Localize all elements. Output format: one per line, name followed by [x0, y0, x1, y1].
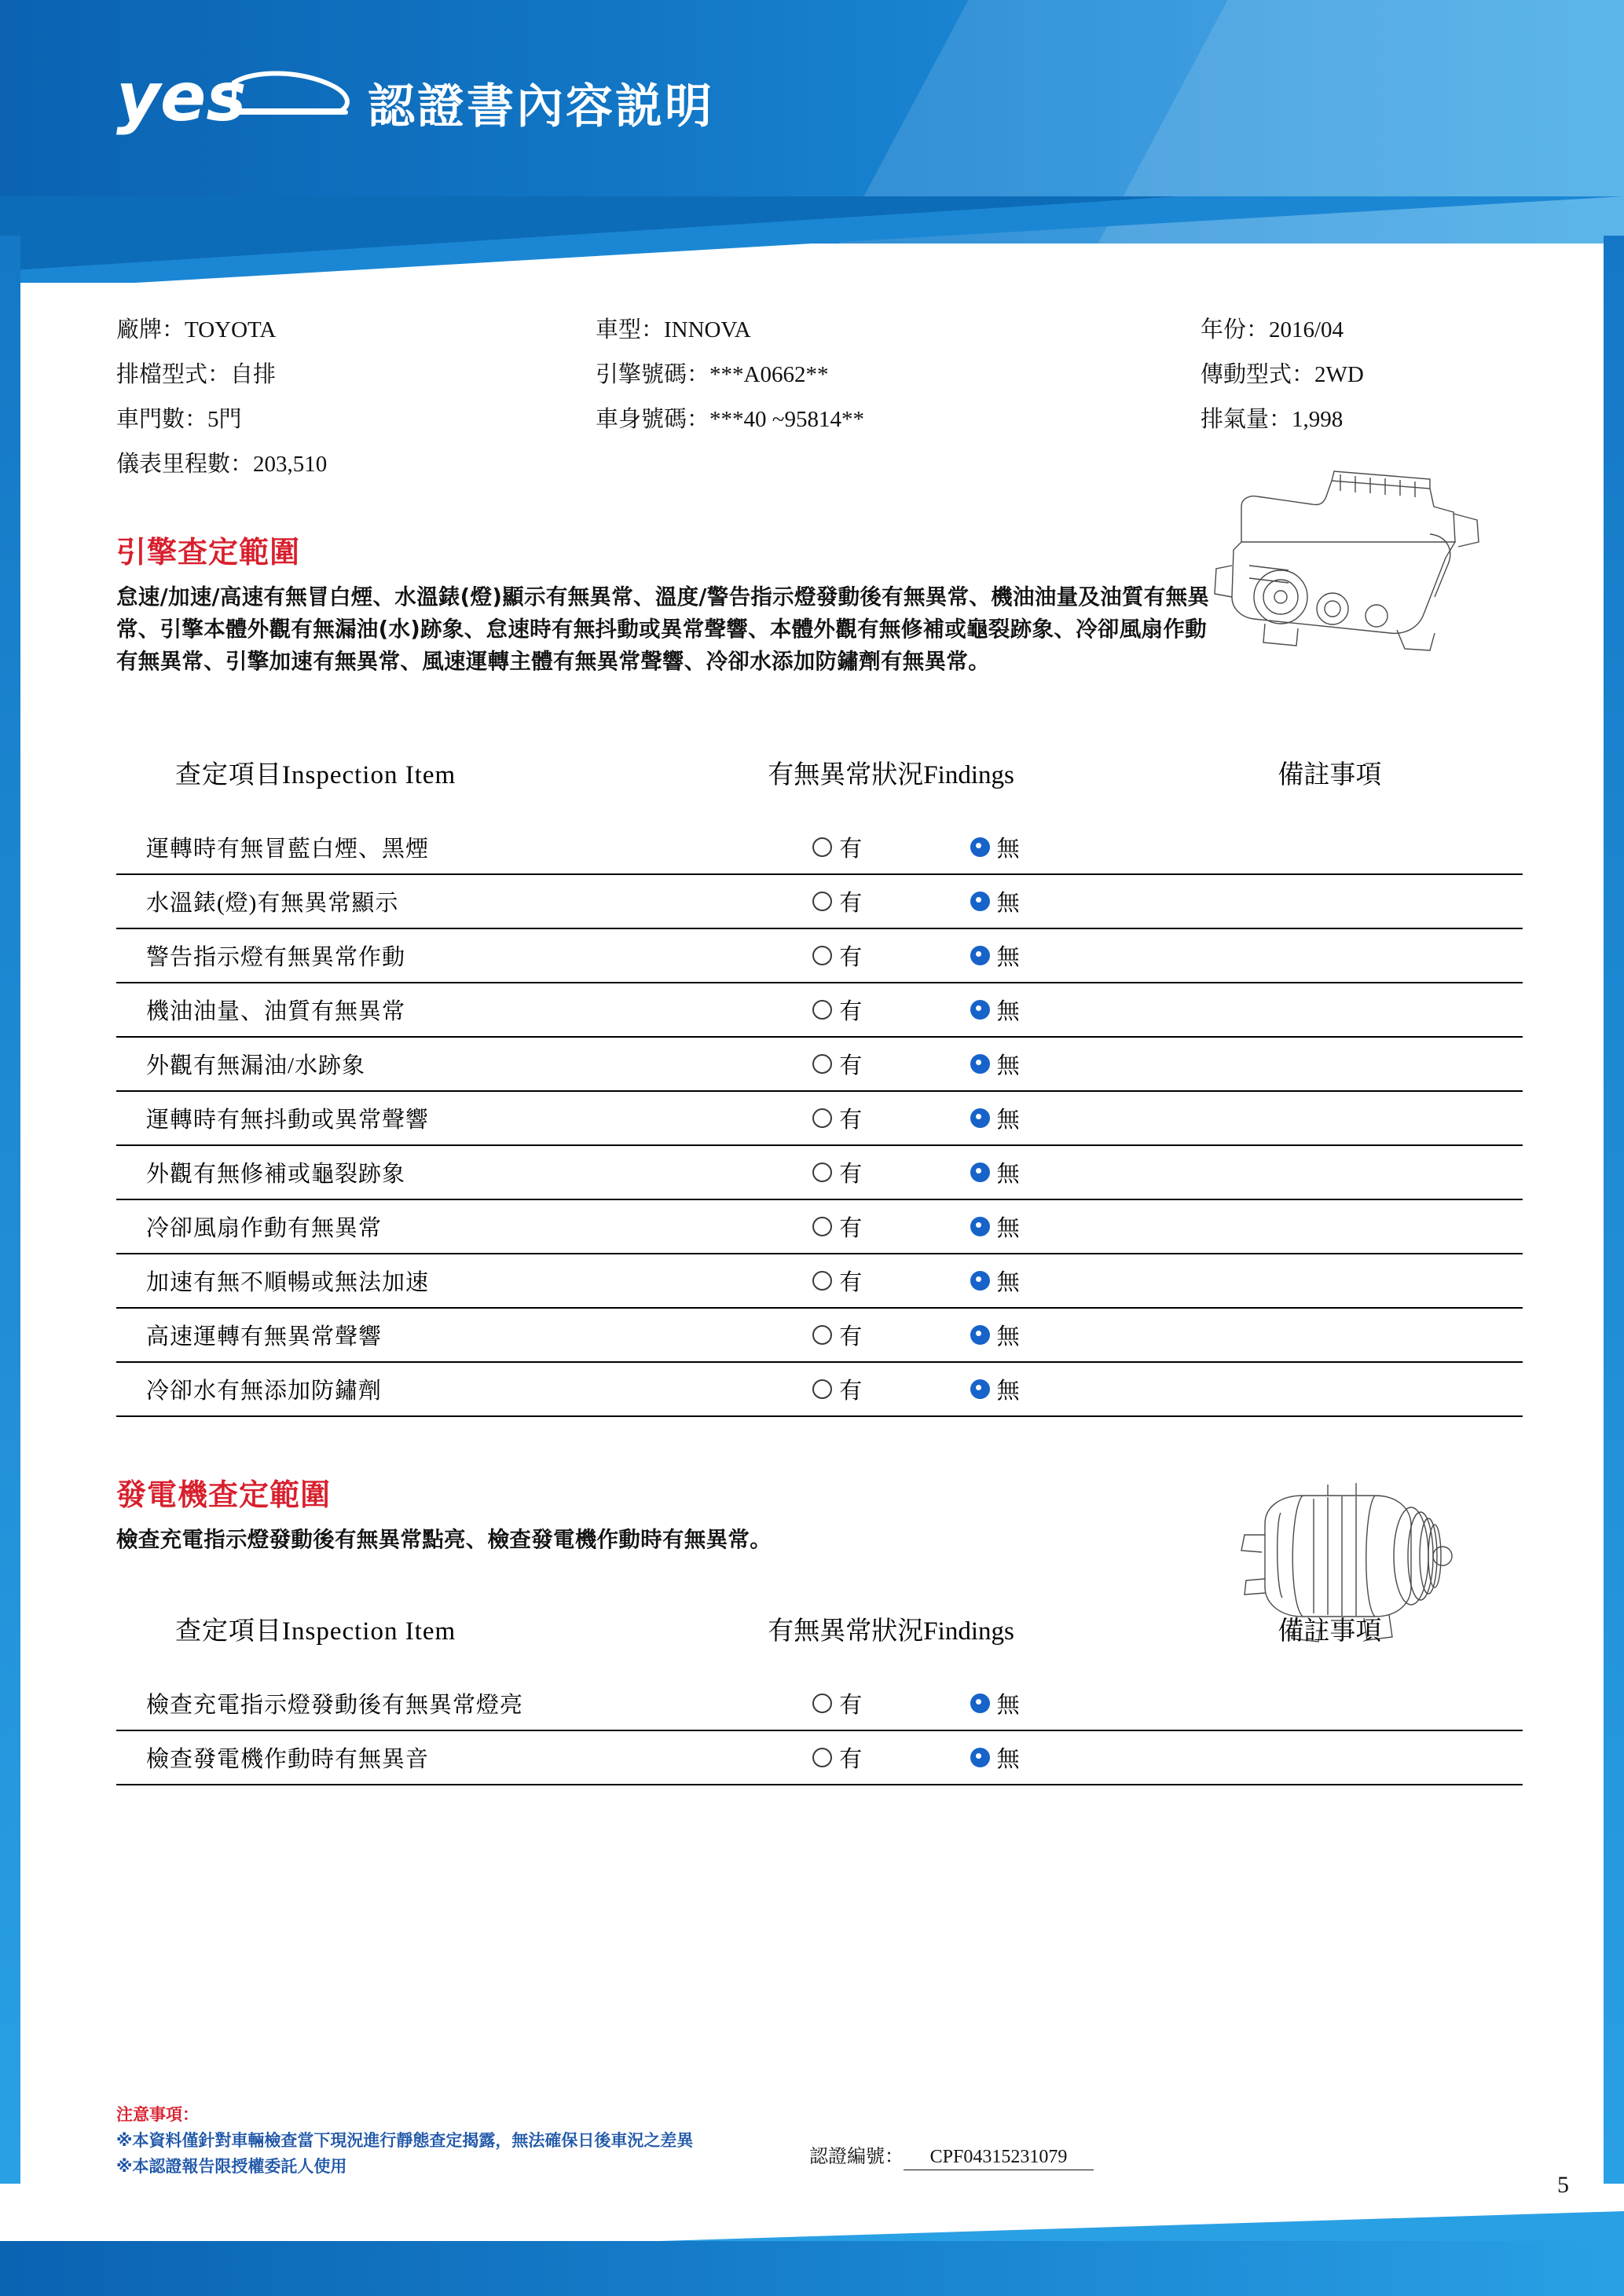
radio-option-yes[interactable]: [812, 1265, 862, 1297]
row-label: 高速運轉有無異常聲響: [116, 1308, 730, 1362]
radio-option-no[interactable]: [970, 1102, 1020, 1134]
row-label: 外觀有無漏油/水跡象: [116, 1037, 730, 1091]
radio-label-no: 無: [996, 891, 1020, 916]
radio-label-no: 無: [996, 1216, 1020, 1241]
spec-drivetrain: 傳動型式：2WD: [1201, 362, 1364, 387]
right-rail: [1604, 236, 1624, 2184]
section-1-title: 引擎查定範圍: [116, 535, 301, 569]
row-label: 冷卻風扇作動有無異常: [116, 1199, 730, 1254]
row-note: [1223, 1091, 1523, 1145]
spec-column-2: [596, 308, 864, 442]
spec-year: 年份：2016/04: [1201, 317, 1344, 342]
row-note: [1223, 983, 1523, 1037]
radio-label-yes: 有: [839, 1270, 863, 1295]
row-findings[interactable]: [730, 1254, 1223, 1308]
radio-option-no[interactable]: [970, 885, 1020, 917]
table-row: [116, 1037, 1523, 1091]
section-1-description: 怠速/加速/高速有無冒白煙、水溫錶(燈)顯示有無異常、溫度/警告指示燈發動後有無異常、機油油量及油質有無異常、引擎本體外觀有無漏油(水)跡象、怠速時有無抖動或異常聲響、本體外觀有無修補或龜裂跡象、冷卻風扇作動有無異常、引擎加速有無異常、風速運轉主體有無異常聲響、冷卻水添加防鏽劑有無異常。: [116, 584, 1210, 674]
radio-option-yes[interactable]: [812, 1687, 862, 1719]
radio-icon-selected[interactable]: [970, 1694, 990, 1713]
radio-label-yes: 有: [839, 1379, 863, 1404]
radio-option-yes[interactable]: [812, 1102, 862, 1134]
radio-icon[interactable]: [812, 892, 832, 911]
header-wedge-dark: [0, 196, 1179, 271]
table-header-row: [116, 754, 1523, 791]
table-row: [116, 821, 1523, 874]
row-findings[interactable]: [730, 928, 1223, 983]
row-note: [1223, 1254, 1523, 1308]
table-row: [116, 1199, 1523, 1254]
table-row: [116, 983, 1523, 1037]
radio-option-no[interactable]: [970, 1687, 1020, 1719]
column-header-note: 備註事項: [1278, 1617, 1382, 1646]
radio-option-no[interactable]: [970, 1265, 1020, 1297]
row-note: [1223, 1362, 1523, 1416]
radio-option-yes[interactable]: [812, 885, 862, 917]
radio-option-no[interactable]: [970, 1373, 1020, 1405]
spec-mileage: 儀表里程數：203,510: [116, 452, 328, 477]
spec-transmission: 排檔型式：自排: [116, 362, 277, 387]
row-findings[interactable]: [730, 1308, 1223, 1362]
radio-option-yes[interactable]: [812, 994, 862, 1026]
row-findings[interactable]: [730, 1199, 1223, 1254]
radio-option-yes[interactable]: [812, 1156, 862, 1188]
svg-text:yes: yes: [116, 59, 247, 137]
spec-engine-number: 引擎號碼：***A0662**: [596, 362, 829, 387]
page-footer: [0, 2211, 1624, 2296]
certificate-label: 認證編號：: [809, 2147, 904, 2167]
footer-bar: [0, 2241, 1624, 2296]
radio-icon-selected[interactable]: [970, 1108, 990, 1128]
radio-label-yes: 有: [839, 1324, 863, 1349]
radio-label-no: 無: [996, 1108, 1020, 1133]
row-findings[interactable]: [730, 1091, 1223, 1145]
row-label: 水溫錶(燈)有無異常顯示: [116, 874, 730, 928]
page-number: 5: [1557, 2172, 1569, 2198]
radio-icon[interactable]: [812, 1694, 832, 1713]
radio-label-yes: 有: [839, 891, 863, 916]
radio-icon-selected[interactable]: [970, 892, 990, 911]
radio-option-no[interactable]: [970, 1156, 1020, 1188]
radio-option-no[interactable]: [970, 1741, 1020, 1774]
radio-icon-selected[interactable]: [970, 1000, 990, 1020]
radio-icon[interactable]: [812, 946, 832, 965]
radio-label-no: 無: [996, 837, 1020, 862]
radio-icon[interactable]: [812, 1325, 832, 1345]
radio-label-no: 無: [996, 1324, 1020, 1349]
radio-icon[interactable]: [812, 1748, 832, 1767]
radio-icon-selected[interactable]: [970, 1054, 990, 1074]
radio-label-yes: 有: [839, 1162, 863, 1187]
certificate-number: CPF04315231079: [904, 2147, 1094, 2170]
alternator-inspection-table: [116, 1610, 1523, 1785]
row-findings[interactable]: [730, 983, 1223, 1037]
radio-icon[interactable]: [812, 837, 832, 857]
row-note: [1223, 821, 1523, 874]
radio-option-yes[interactable]: [812, 1373, 862, 1405]
note-line-1: ※本資料僅針對車輛檢查當下現況進行靜態查定揭露，無法確保日後車況之差異: [116, 2131, 694, 2150]
radio-icon[interactable]: [812, 1000, 832, 1020]
radio-label-no: 無: [996, 1379, 1020, 1404]
radio-option-yes[interactable]: [812, 1319, 862, 1351]
radio-icon-selected[interactable]: [970, 1748, 990, 1767]
radio-label-no: 無: [996, 1693, 1020, 1718]
row-findings[interactable]: [730, 1145, 1223, 1199]
row-note: [1223, 874, 1523, 928]
radio-icon-selected[interactable]: [970, 1325, 990, 1345]
spec-column-1: [116, 308, 327, 487]
radio-option-no[interactable]: [970, 1048, 1020, 1080]
table-row: [116, 1091, 1523, 1145]
notes-heading: 注意事項：: [116, 2105, 199, 2124]
section-2-title: 發電機查定範圍: [116, 1478, 332, 1512]
radio-label-no: 無: [996, 1270, 1020, 1295]
radio-option-no[interactable]: [970, 1210, 1020, 1243]
left-rail: [0, 236, 20, 2184]
table-row: [116, 1730, 1523, 1785]
row-label: 運轉時有無冒藍白煙、黑煙: [116, 821, 730, 874]
table-header-row: [116, 1610, 1523, 1647]
row-note: [1223, 1677, 1523, 1730]
spec-column-3: [1201, 308, 1364, 442]
note-line-2: ※本認證報告限授權委託人使用: [116, 2157, 347, 2176]
radio-icon-selected[interactable]: [970, 1271, 990, 1291]
column-header-findings: 有無異常狀況Findings: [768, 1617, 1014, 1646]
column-header-item: 查定項目Inspection Item: [175, 761, 456, 789]
radio-label-yes: 有: [839, 837, 863, 862]
radio-option-yes[interactable]: [812, 939, 862, 972]
spec-displacement: 排氣量：1,998: [1201, 407, 1344, 432]
table-row: [116, 1308, 1523, 1362]
radio-label-yes: 有: [839, 1747, 863, 1772]
row-note: [1223, 1199, 1523, 1254]
radio-option-no[interactable]: [970, 994, 1020, 1026]
row-note: [1223, 1145, 1523, 1199]
table-row: [116, 928, 1523, 983]
spec-brand: 廠牌：TOYOTA: [116, 317, 277, 342]
row-note: [1223, 1037, 1523, 1091]
spec-model: 車型：INNOVA: [596, 317, 751, 342]
row-note: [1223, 1730, 1523, 1785]
radio-icon-selected[interactable]: [970, 837, 990, 857]
spec-vin: 車身號碼：***40 ~95814**: [596, 407, 864, 432]
radio-option-yes[interactable]: [812, 1048, 862, 1080]
radio-icon-selected[interactable]: [970, 1163, 990, 1182]
radio-option-no[interactable]: [970, 831, 1020, 863]
radio-icon[interactable]: [812, 1054, 832, 1074]
row-label: 加速有無不順暢或無法加速: [116, 1254, 730, 1308]
section-2-description: 檢查充電指示燈發動後有無異常點亮、檢查發電機作動時有無異常。: [116, 1527, 772, 1552]
radio-icon[interactable]: [812, 1163, 832, 1182]
radio-label-no: 無: [996, 999, 1020, 1024]
table-row: [116, 1677, 1523, 1730]
row-label: 檢查充電指示燈發動後有無異常燈亮: [116, 1677, 730, 1730]
page-title: 認證書內容説明: [368, 79, 714, 134]
radio-option-no[interactable]: [970, 1319, 1020, 1351]
row-note: [1223, 928, 1523, 983]
row-findings[interactable]: [730, 874, 1223, 928]
row-label: 機油油量、油質有無異常: [116, 983, 730, 1037]
radio-label-no: 無: [996, 1053, 1020, 1078]
engine-illustration: [1194, 448, 1501, 676]
page-header: [0, 0, 1624, 283]
table-row: [116, 1254, 1523, 1308]
radio-icon[interactable]: [812, 1108, 832, 1128]
radio-option-yes[interactable]: [812, 1210, 862, 1243]
notes-block: [116, 2102, 693, 2180]
row-findings[interactable]: [730, 821, 1223, 874]
radio-icon-selected[interactable]: [970, 946, 990, 965]
radio-label-no: 無: [996, 945, 1020, 970]
radio-icon[interactable]: [812, 1217, 832, 1236]
row-findings[interactable]: [730, 1677, 1223, 1730]
engine-inspection-table: [116, 754, 1523, 1417]
certificate-line: [809, 2140, 1094, 2170]
row-label: 檢查發電機作動時有無異音: [116, 1730, 730, 1785]
radio-icon-selected[interactable]: [970, 1379, 990, 1399]
table-row: [116, 1145, 1523, 1199]
radio-label-yes: 有: [839, 1053, 863, 1078]
radio-label-yes: 有: [839, 1108, 863, 1133]
radio-label-yes: 有: [839, 945, 863, 970]
radio-label-yes: 有: [839, 1216, 863, 1241]
column-header-findings: 有無異常狀況Findings: [768, 761, 1014, 789]
yes-logo: [116, 59, 376, 145]
column-header-item: 查定項目Inspection Item: [175, 1617, 456, 1646]
radio-option-yes[interactable]: [812, 831, 862, 863]
spec-doors: 車門數：5門: [116, 407, 242, 432]
row-findings[interactable]: [730, 1730, 1223, 1785]
row-label: 運轉時有無抖動或異常聲響: [116, 1091, 730, 1145]
radio-label-no: 無: [996, 1162, 1020, 1187]
row-label: 外觀有無修補或龜裂跡象: [116, 1145, 730, 1199]
radio-icon[interactable]: [812, 1271, 832, 1291]
radio-option-no[interactable]: [970, 939, 1020, 972]
row-label: 冷卻水有無添加防鏽劑: [116, 1362, 730, 1416]
radio-label-yes: 有: [839, 999, 863, 1024]
radio-icon-selected[interactable]: [970, 1217, 990, 1236]
row-note: [1223, 1308, 1523, 1362]
radio-option-yes[interactable]: [812, 1741, 862, 1774]
row-findings[interactable]: [730, 1037, 1223, 1091]
table-row: [116, 1362, 1523, 1416]
table-row: [116, 874, 1523, 928]
row-findings[interactable]: [730, 1362, 1223, 1416]
radio-icon[interactable]: [812, 1379, 832, 1399]
row-label: 警告指示燈有無異常作動: [116, 928, 730, 983]
column-header-note: 備註事項: [1278, 761, 1382, 789]
radio-label-yes: 有: [839, 1693, 863, 1718]
radio-label-no: 無: [996, 1747, 1020, 1772]
